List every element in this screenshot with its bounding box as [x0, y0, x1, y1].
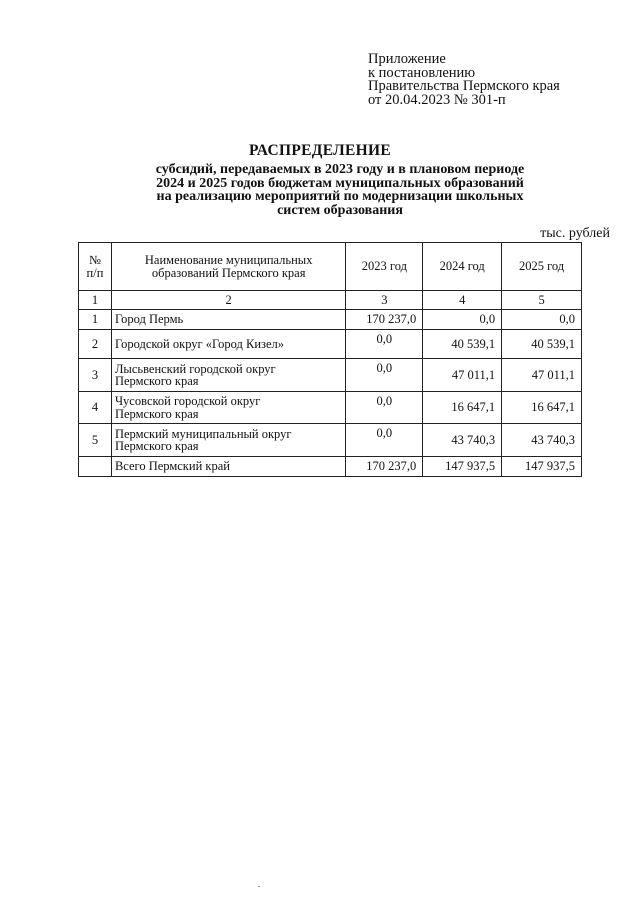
header-line: образований Пермского края: [151, 265, 306, 280]
value-2024: 47 011,1: [423, 359, 502, 392]
row-number: 1: [79, 310, 112, 330]
table-row: [79, 330, 582, 359]
header-line: №: [89, 252, 101, 267]
value-2025: 43 740,3: [502, 424, 582, 457]
document-subtitle: [110, 163, 570, 217]
name-line: Пермского края: [114, 374, 199, 388]
value-2025: 47 011,1: [502, 359, 582, 392]
column-number-row: [79, 291, 582, 310]
municipality-name: Городской округ «Город Кизел»: [111, 330, 345, 359]
header-number: [79, 243, 112, 291]
total-label: Всего Пермский край: [111, 457, 345, 477]
municipality-name: [111, 424, 345, 457]
row-number: [79, 457, 112, 477]
document-title: РАСПРЕДЕЛЕНИЕ: [249, 142, 391, 159]
value-2024: 43 740,3: [423, 424, 502, 457]
value-2023: 0,0: [346, 424, 423, 457]
column-number: 3: [346, 291, 423, 310]
annex-line: Правительства Пермского края: [368, 78, 560, 94]
total-row: [79, 457, 582, 477]
value-2023: 170 237,0: [346, 310, 423, 330]
column-number: 2: [111, 291, 345, 310]
table-row: [79, 310, 582, 330]
subsidy-table: [78, 242, 582, 477]
value-2025: 16 647,1: [502, 392, 582, 424]
name-line: Пермского края: [114, 406, 199, 421]
subtitle-line: 2024 и 2025 годов бюджетам муниципальных образований: [156, 175, 524, 191]
municipality-name: [111, 359, 345, 392]
annex-line: к постановлению: [368, 64, 476, 81]
header-2023: 2023 год: [346, 243, 423, 291]
annex-note: [368, 53, 560, 107]
subtitle-line: субсидий, передаваемых в 2023 году и в плановом периоде: [155, 162, 525, 177]
column-number: 5: [502, 291, 582, 310]
value-2024: 0,0: [423, 310, 502, 330]
name-line: Пермский муниципальный округ: [114, 426, 292, 441]
table-header-row: [79, 243, 582, 291]
table-row: [79, 392, 582, 424]
header-line: п/п: [86, 265, 104, 280]
value-2023: 0,0: [346, 330, 423, 359]
subtitle-line: на реализацию мероприятий по модернизации школьных: [156, 189, 524, 204]
scan-speck: [258, 886, 260, 887]
value-2023: 0,0: [346, 359, 423, 392]
column-number: 4: [423, 291, 502, 310]
row-number: 3: [79, 359, 112, 392]
header-2025: 2025 год: [502, 243, 582, 291]
value-2025: 0,0: [502, 310, 582, 330]
name-line: Лысьвенский городской округ: [114, 361, 276, 376]
value-2024: 40 539,1: [423, 330, 502, 359]
row-number: 5: [79, 424, 112, 457]
municipality-name: [111, 392, 345, 424]
annex-line: Приложение: [368, 51, 446, 67]
total-2023: 170 237,0: [346, 457, 423, 477]
header-2024: 2024 год: [423, 243, 502, 291]
name-line: Чусовской городской округ: [114, 394, 261, 408]
table-row: [79, 359, 582, 392]
subtitle-line: систем образования: [277, 202, 403, 218]
total-2025: 147 937,5: [502, 457, 582, 477]
header-name: [111, 243, 345, 291]
row-number: 4: [79, 392, 112, 424]
row-number: 2: [79, 330, 112, 359]
annex-line: от 20.04.2023 № 301-п: [368, 91, 506, 108]
currency-unit: тыс. рублей: [540, 226, 610, 241]
total-2024: 147 937,5: [423, 457, 502, 477]
table-row: [79, 424, 582, 457]
column-number: 1: [79, 291, 112, 310]
value-2025: 40 539,1: [502, 330, 582, 359]
value-2024: 16 647,1: [423, 392, 502, 424]
name-line: Пермского края: [114, 439, 199, 453]
value-2023: 0,0: [346, 392, 423, 424]
municipality-name: Город Пермь: [111, 310, 345, 330]
header-line: Наименование муниципальных: [144, 252, 313, 267]
